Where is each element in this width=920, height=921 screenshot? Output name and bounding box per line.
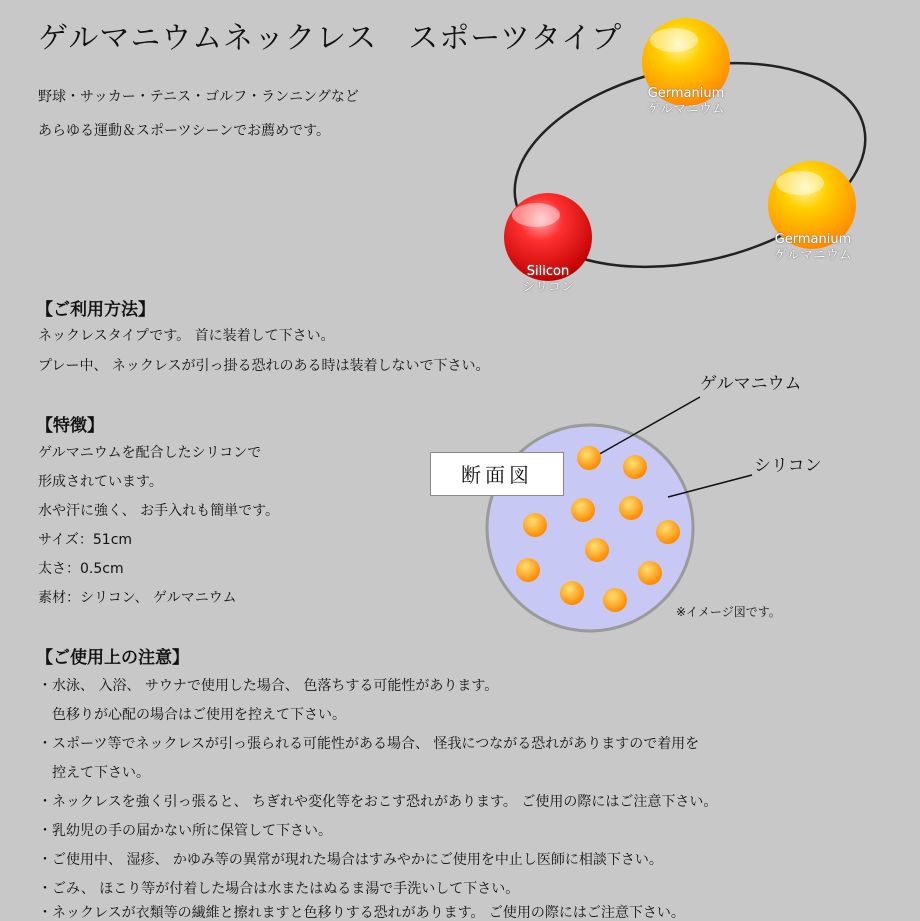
intro-line-1: 野球・サッカー・テニス・ゴルフ・ランニングなど xyxy=(38,89,359,105)
features-line-size: サイズ：51cm xyxy=(38,532,133,548)
usage-line-2: プレー中、 ネックレスが引っ掛る恐れのある時は装着しないで下さい。 xyxy=(38,358,490,374)
ball-label-silicon: Silicon シリコン xyxy=(522,264,574,295)
features-line-2: 形成されています。 xyxy=(38,474,163,490)
caution-line-8: ・ごみ、 ほこり等が付着した場合は水またはぬるま湯で手洗いして下さい。 xyxy=(38,881,520,897)
features-line-3: 水や汗に強く、 お手入れも簡単です。 xyxy=(38,503,280,519)
caution-line-3: ・スポーツ等でネックレスが引っ張られる可能性がある場合、 怪我につながる恐れがありますので着用を xyxy=(38,736,700,752)
page-title: ゲルマニウムネックレス スポーツタイプ xyxy=(38,21,623,56)
features-heading: 【特徴】 xyxy=(36,416,104,436)
cautions-heading: 【ご使用上の注意】 xyxy=(36,648,189,668)
intro-line-2: あらゆる運動＆スポーツシーンでお薦めです。 xyxy=(38,123,331,139)
usage-heading: 【ご利用方法】 xyxy=(36,300,155,320)
caution-line-1: ・水泳、 入浴、 サウナで使用した場合、 色落ちする可能性があります。 xyxy=(38,678,499,694)
ball-label-germanium-right: Germanium ゲルマニウム xyxy=(774,232,852,263)
caution-line-5: ・ネックレスを強く引っ張ると、 ちぎれや変化等をおこす恐れがあります。 ご使用の際にはご注意下さい。 xyxy=(38,794,718,810)
ball-label-germanium-top: Germanium ゲルマニウム xyxy=(647,86,725,117)
callout-germanium: ゲルマニウム xyxy=(700,374,802,394)
caution-line-4: 控えて下さい。 xyxy=(38,765,150,781)
caution-line-2: 色移りが心配の場合はご使用を控えて下さい。 xyxy=(38,707,346,723)
caution-line-6: ・乳幼児の手の届かない所に保管して下さい。 xyxy=(38,823,332,839)
image-note: ※イメージ図です。 xyxy=(676,605,781,619)
usage-line-1: ネックレスタイプです。 首に装着して下さい。 xyxy=(38,328,335,344)
caution-line-9: ・ネックレスが衣類等の繊維と擦れますと色移りする恐れがあります。 ご使用の際にはご注意下さい。 xyxy=(38,905,685,921)
features-line-material: 素材：シリコン、 ゲルマニウム xyxy=(38,590,237,606)
features-line-1: ゲルマニウムを配合したシリコンで xyxy=(38,445,262,461)
cross-section-label-box: 断面図 xyxy=(430,452,564,496)
caution-line-7: ・ご使用中、 湿疹、 かゆみ等の異常が現れた場合はすみやかにご使用を中止し医師に相談下さい。 xyxy=(38,852,663,868)
features-line-thickness: 太さ：0.5cm xyxy=(38,561,124,577)
callout-silicon: シリコン xyxy=(754,456,822,476)
